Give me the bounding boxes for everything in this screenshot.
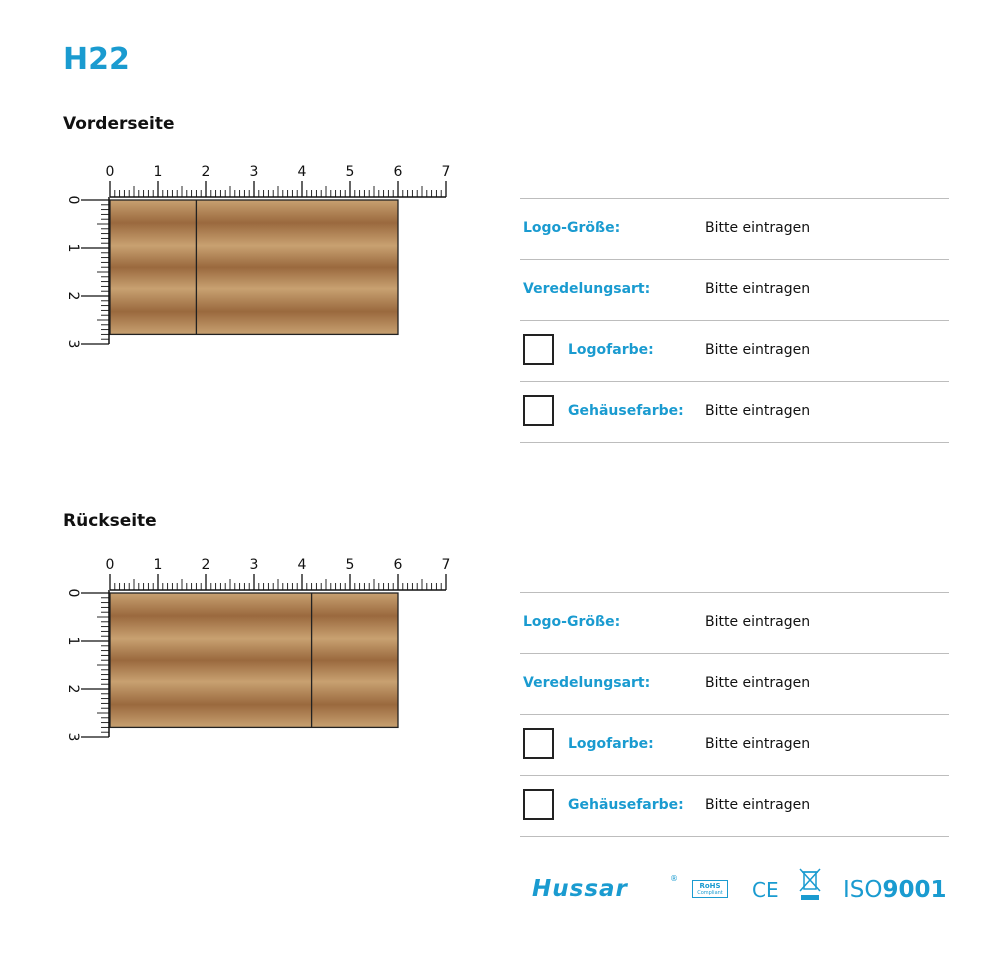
x-ruler-label: 6	[393, 164, 403, 180]
product-outline	[110, 593, 398, 727]
x-ruler-label: 1	[153, 557, 163, 573]
x-ruler-label: 5	[345, 557, 355, 573]
logo-color-value[interactable]: Bitte eintragen	[705, 342, 811, 358]
logo-color-swatch[interactable]	[523, 728, 554, 759]
product-outline	[110, 200, 398, 334]
logo-color-label: Logofarbe:	[568, 736, 654, 752]
logo-size-label: Logo-Größe:	[523, 220, 621, 236]
section-title-front: Vorderseite	[63, 114, 175, 134]
crossed-bin-icon	[798, 868, 822, 902]
section-title-back: Rückseite	[63, 511, 157, 531]
finish-value[interactable]: Bitte eintragen	[705, 281, 811, 297]
logo-color-label: Logofarbe:	[568, 342, 654, 358]
finish-label: Veredelungsart:	[523, 675, 651, 691]
case-color-value[interactable]: Bitte eintragen	[705, 403, 811, 419]
iso-mark	[843, 877, 947, 903]
case-color-value[interactable]: Bitte eintragen	[705, 797, 811, 813]
iso-prefix: ISO	[843, 877, 883, 903]
y-ruler-label: 3	[65, 339, 81, 349]
form-row-case-color	[520, 776, 949, 837]
form-row-logo-color	[520, 321, 949, 382]
y-ruler-label: 1	[65, 243, 81, 253]
y-ruler-label: 0	[65, 588, 81, 598]
certification-logos	[530, 866, 945, 916]
rohs-subtext: Compliant	[697, 890, 723, 896]
x-ruler-label: 2	[201, 557, 211, 573]
logo-size-value[interactable]: Bitte eintragen	[705, 220, 811, 236]
iso-number: 9001	[882, 877, 947, 903]
finish-label: Veredelungsart:	[523, 281, 651, 297]
form-row-finish	[520, 654, 949, 715]
logo-color-value[interactable]: Bitte eintragen	[705, 736, 811, 752]
form-row-logo-size	[520, 199, 949, 260]
y-ruler-label: 1	[65, 636, 81, 646]
finish-value[interactable]: Bitte eintragen	[705, 675, 811, 691]
case-color-label: Gehäusefarbe:	[568, 403, 684, 419]
y-ruler-label: 2	[65, 291, 81, 301]
x-ruler-label: 6	[393, 557, 403, 573]
case-color-swatch[interactable]	[523, 395, 554, 426]
x-ruler-label: 0	[105, 557, 115, 573]
x-ruler-label: 3	[249, 164, 259, 180]
x-ruler-label: 2	[201, 164, 211, 180]
ruler-drawing-back	[55, 541, 475, 751]
x-ruler-label: 4	[297, 557, 307, 573]
ce-mark: CE	[752, 878, 779, 902]
form-row-logo-color	[520, 715, 949, 776]
form-row-finish	[520, 260, 949, 321]
x-ruler-label: 7	[441, 557, 451, 573]
form-back	[520, 592, 949, 837]
logo-size-value[interactable]: Bitte eintragen	[705, 614, 811, 630]
form-row-case-color	[520, 382, 949, 443]
case-color-label: Gehäusefarbe:	[568, 797, 684, 813]
x-ruler-label: 4	[297, 164, 307, 180]
page-title: H22	[63, 42, 130, 77]
form-front	[520, 198, 949, 443]
x-ruler-label: 1	[153, 164, 163, 180]
x-ruler-label: 5	[345, 164, 355, 180]
logo-size-label: Logo-Größe:	[523, 614, 621, 630]
x-ruler-label: 0	[105, 164, 115, 180]
rohs-badge	[692, 880, 728, 898]
x-ruler-label: 7	[441, 164, 451, 180]
brand-logo: Hussar	[532, 876, 628, 902]
y-ruler-label: 2	[65, 684, 81, 694]
x-ruler-label: 3	[249, 557, 259, 573]
case-color-swatch[interactable]	[523, 789, 554, 820]
y-ruler-label: 0	[65, 195, 81, 205]
logo-color-swatch[interactable]	[523, 334, 554, 365]
y-ruler-label: 3	[65, 732, 81, 742]
ruler-drawing-front	[55, 148, 475, 358]
rohs-text: RoHS	[699, 882, 721, 890]
form-row-logo-size	[520, 593, 949, 654]
registered-mark: ®	[670, 874, 678, 883]
